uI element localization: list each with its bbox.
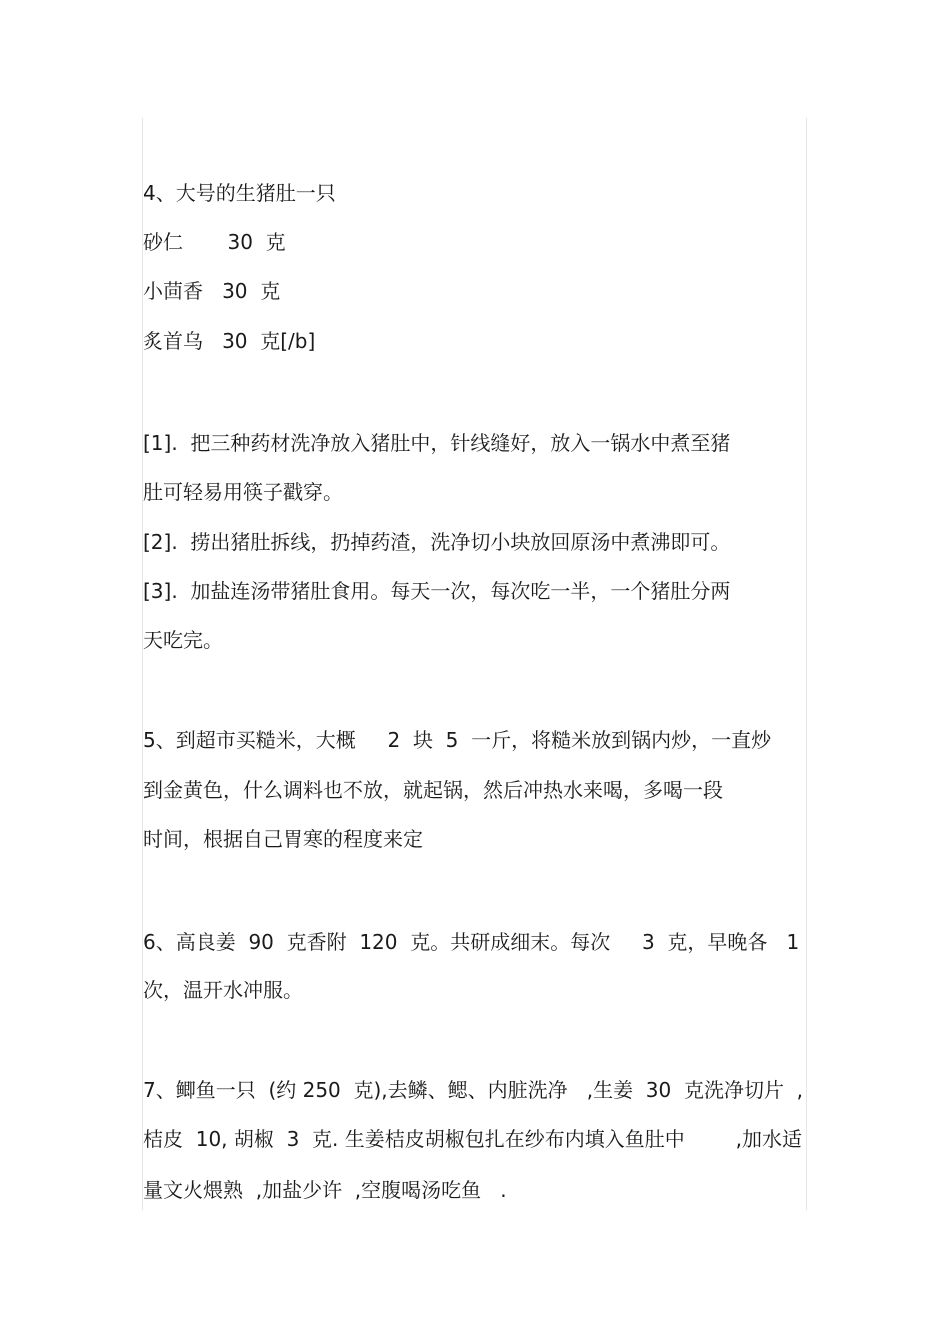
ingredient-line: 小茴香 30 克 (143, 279, 281, 303)
recipe-5-line: 时间，根据自己胃寒的程度来定 (143, 827, 423, 851)
recipe-7-line: 7、鲫鱼一只 (约 250 克),去鳞、鳃、内脏洗净 ,生姜 30 克洗净切片 , (143, 1078, 804, 1102)
step-line: [3]. 加盐连汤带猪肚食用。每天一次，每次吃一半，一个猪肚分两 (143, 579, 731, 603)
recipe-7-line: 量文火煨熟 ,加盐少许 ,空腹喝汤吃鱼 . (143, 1178, 507, 1202)
recipe-6-line: 6、高良姜 90 克香附 120 克。共研成细末。每次 3 克，早晚各 1 (143, 930, 800, 954)
step-line: 天吃完。 (143, 628, 223, 652)
recipe-5-line: 到金黄色，什么调料也不放，就起锅，然后冲热水来喝，多喝一段 (143, 778, 723, 802)
recipe-4-title: 4、大号的生猪肚一只 (143, 181, 336, 205)
recipe-6-line: 次，温开水冲服。 (143, 978, 303, 1002)
step-line: 肚可轻易用筷子戳穿。 (143, 480, 343, 504)
step-line: [1]. 把三种药材洗净放入猪肚中，针线缝好，放入一锅水中煮至猪 (143, 431, 731, 455)
step-line: [2]. 捞出猪肚拆线，扔掉药渣，洗净切小块放回原汤中煮沸即可。 (143, 530, 731, 554)
right-margin-rule (806, 118, 807, 1210)
recipe-7-line: 桔皮 10, 胡椒 3 克. 生姜桔皮胡椒包扎在纱布内填入鱼肚中 ,加水适 (143, 1127, 802, 1151)
ingredient-line: 炙首乌 30 克[/b] (143, 329, 316, 353)
ingredient-line: 砂仁 30 克 (143, 230, 286, 254)
recipe-5-line: 5、到超市买糙米，大概 2 块 5 一斤，将糙米放到锅内炒，一直炒 (143, 728, 772, 752)
